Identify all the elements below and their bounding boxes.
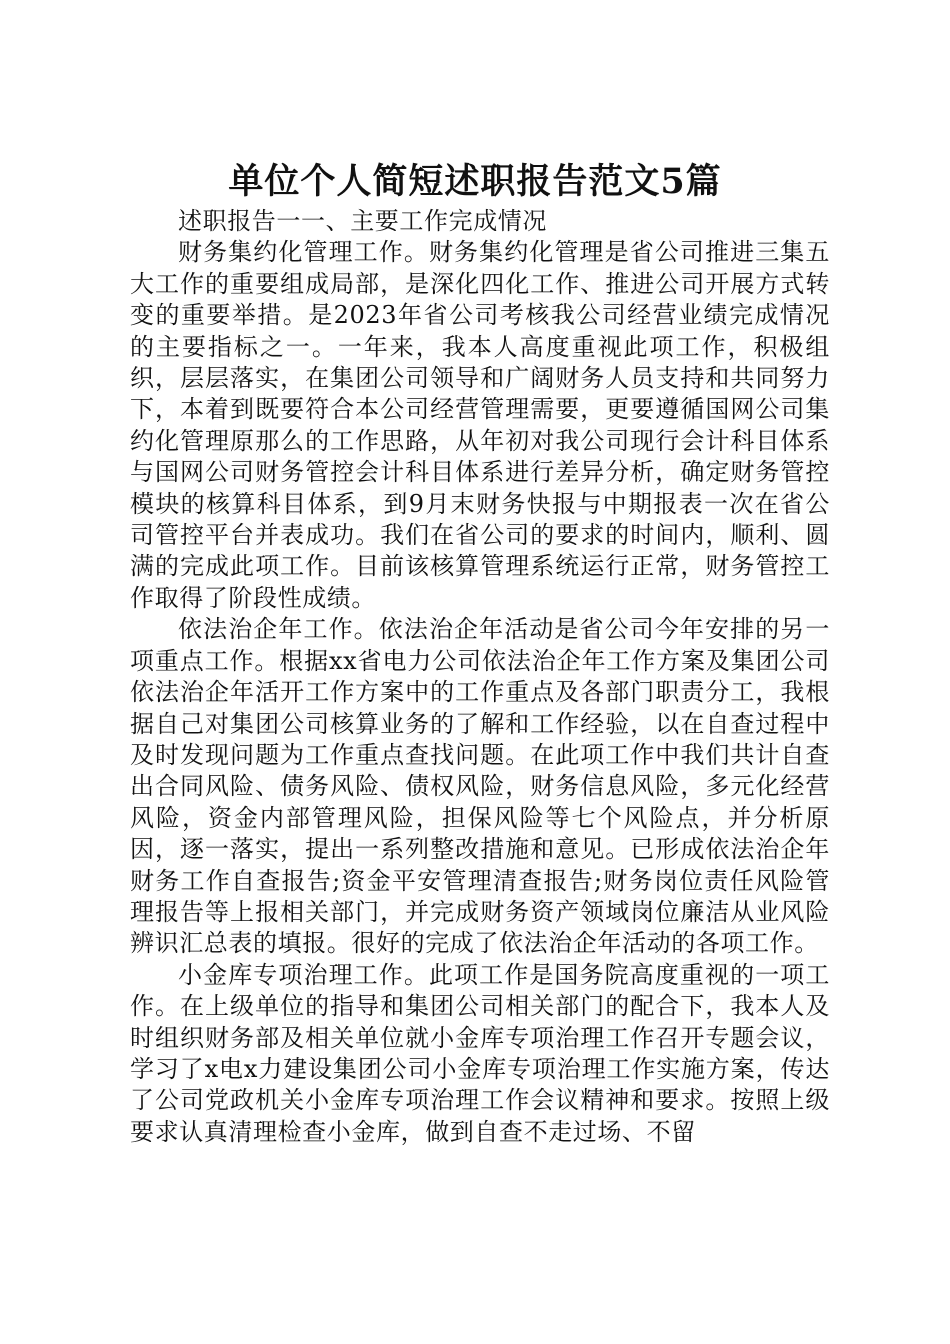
paragraph-slush-fund: 小金库专项治理工作。此项工作是国务院高度重视的一项工作。在上级单位的指导和集团公司相关部门的配合下，我本人及时组织财务部及相关单位就小金库专项治理工作召开专题会议，学习了x电x力建设集团公司小金库专项治理工作实施方案，传达了公司党政机关小金库专项治理工作会议精神和要求。按照上级要求认真清理检查小金库，做到自查不走过场、不留	[130, 960, 830, 1146]
document-title: 单位个人简短述职报告范文5篇	[228, 161, 722, 202]
paragraph-finance-centralization: 财务集约化管理工作。财务集约化管理是省公司推进三集五大工作的重要组成局部，是深化四化工作、推进公司开展方式转变的重要举措。是2023年省公司考核我公司经营业绩完成情况的主要指标之一。一年来，我本人高度重视此项工作，积极组织，层层落实，在集团公司领导和广阔财务人员支持和共同努力下，本着到既要符合本公司经营管理需要，更要遵循国网公司集约化管理原那么的工作思路，从年初对我公司现行会计科目体系与国网公司财务管控会计科目体系进行差异分析，确定财务管控模块的核算科目体系，到9月末财务快报与中期报表一次在省公司管控平台并表成功。我们在省公司的要求的时间内，顺利、圆满的完成此项工作。目前该核算管理系统运行正常，财务管控工作取得了阶段性成绩。	[130, 238, 830, 612]
document-body	[130, 206, 830, 1148]
paragraph-rule-of-law: 依法治企年工作。依法治企年活动是省公司今年安排的另一项重点工作。根据xx省电力公司依法治企年工作方案及集团公司依法治企年活开工作方案中的工作重点及各部门职责分工，我根据自己对集团公司核算业务的了解和工作经验，以在自查过程中及时发现问题为工作重点查找问题。在此项工作中我们共计自查出合同风险、债务风险、债权风险，财务信息风险，多元化经营风险，资金内部管理风险，担保风险等七个风险点，并分析原因，逐一落实，提出一系列整改措施和意见。已形成依法治企年财务工作自查报告;资金平安管理清查报告;财务岗位责任风险管理报告等上报相关部门，并完成财务资产领域岗位廉洁从业风险辨识汇总表的填报。很好的完成了依法治企年活动的各项工作。	[130, 615, 830, 958]
paragraph-intro: 述职报告一一、主要工作完成情况	[178, 207, 547, 235]
